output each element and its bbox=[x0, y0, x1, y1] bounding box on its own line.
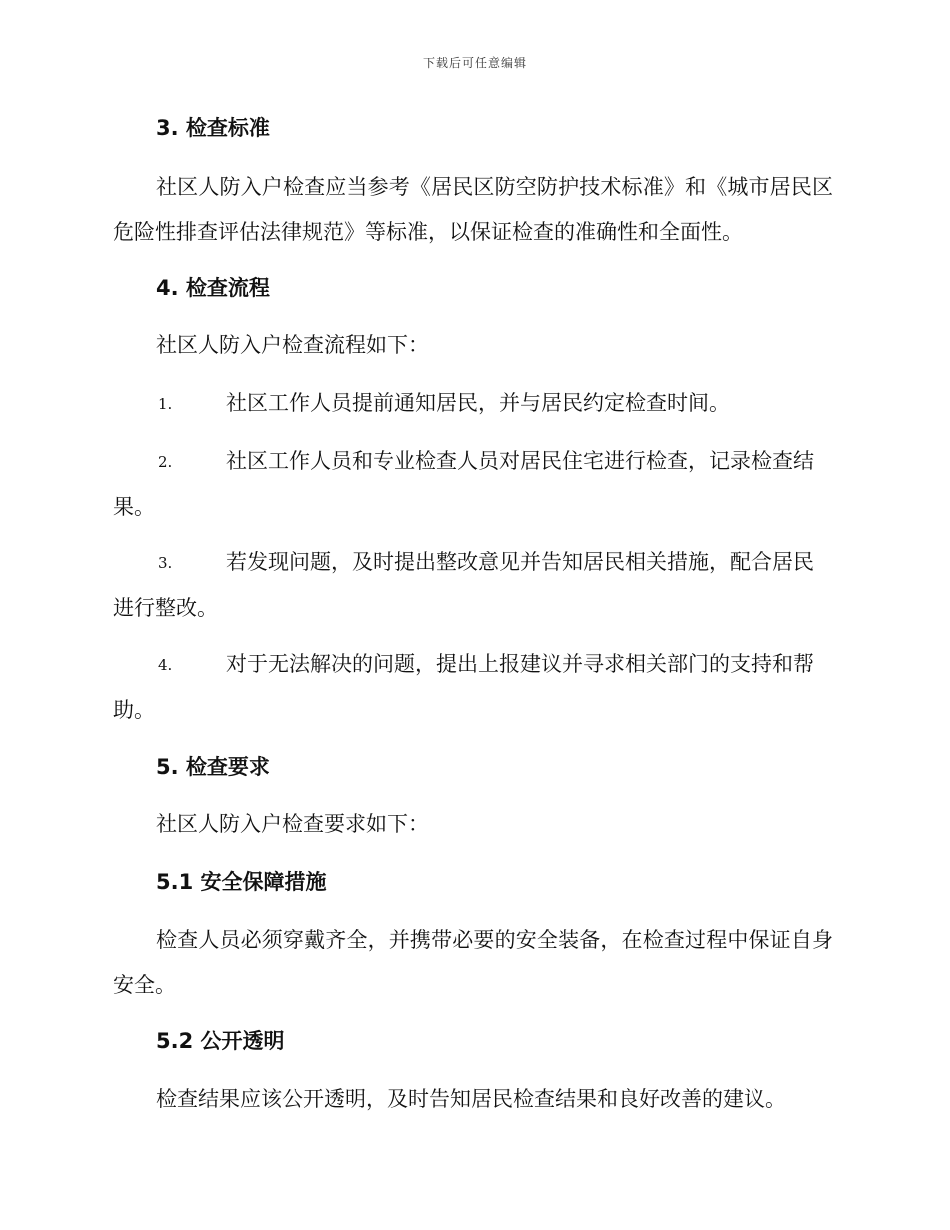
section-5-2-heading: 5.2 公开透明 bbox=[156, 1029, 285, 1053]
section-5-2-paragraph: 检查结果应该公开透明，及时告知居民检查结果和良好改善的建议。 bbox=[156, 1087, 786, 1111]
section-5-1-heading: 5.1 安全保障措施 bbox=[156, 870, 327, 894]
list-item-text: 对于无法解决的问题，提出上报建议并寻求相关部门的支持和帮助。 bbox=[113, 652, 814, 722]
section-4-heading: 4. 检查流程 bbox=[156, 276, 270, 300]
list-item-number: 4. bbox=[158, 656, 173, 674]
section-5-heading: 5. 检查要求 bbox=[156, 755, 270, 779]
section-3-heading: 3. 检查标准 bbox=[156, 116, 270, 140]
section-4-intro: 社区人防入户检查流程如下： bbox=[156, 333, 429, 357]
list-item-text: 社区工作人员提前通知居民，并与居民约定检查时间。 bbox=[226, 391, 730, 415]
list-item-number: 3. bbox=[158, 554, 173, 572]
list-item bbox=[113, 540, 833, 631]
section-5-1-paragraph: 检查人员必须穿戴齐全，并携带必要的安全装备，在检查过程中保证自身安全。 bbox=[113, 928, 833, 997]
header-watermark: 下载后可任意编辑 bbox=[422, 56, 527, 70]
list-item-number: 1. bbox=[158, 395, 173, 413]
list-item bbox=[113, 642, 833, 733]
list-item bbox=[113, 439, 833, 530]
section-5-intro: 社区人防入户检查要求如下： bbox=[156, 812, 429, 836]
list-item-text: 社区工作人员和专业检查人员对居民住宅进行检查，记录检查结果。 bbox=[113, 449, 814, 519]
list-item bbox=[113, 381, 833, 427]
list-item-text: 若发现问题，及时提出整改意见并告知居民相关措施，配合居民进行整改。 bbox=[113, 550, 814, 620]
list-item-number: 2. bbox=[158, 453, 173, 471]
section-3-paragraph: 社区人防入户检查应当参考《居民区防空防护技术标准》和《城市居民区危险性排查评估法律规范》等标准，以保证检查的准确性和全面性。 bbox=[113, 175, 833, 244]
